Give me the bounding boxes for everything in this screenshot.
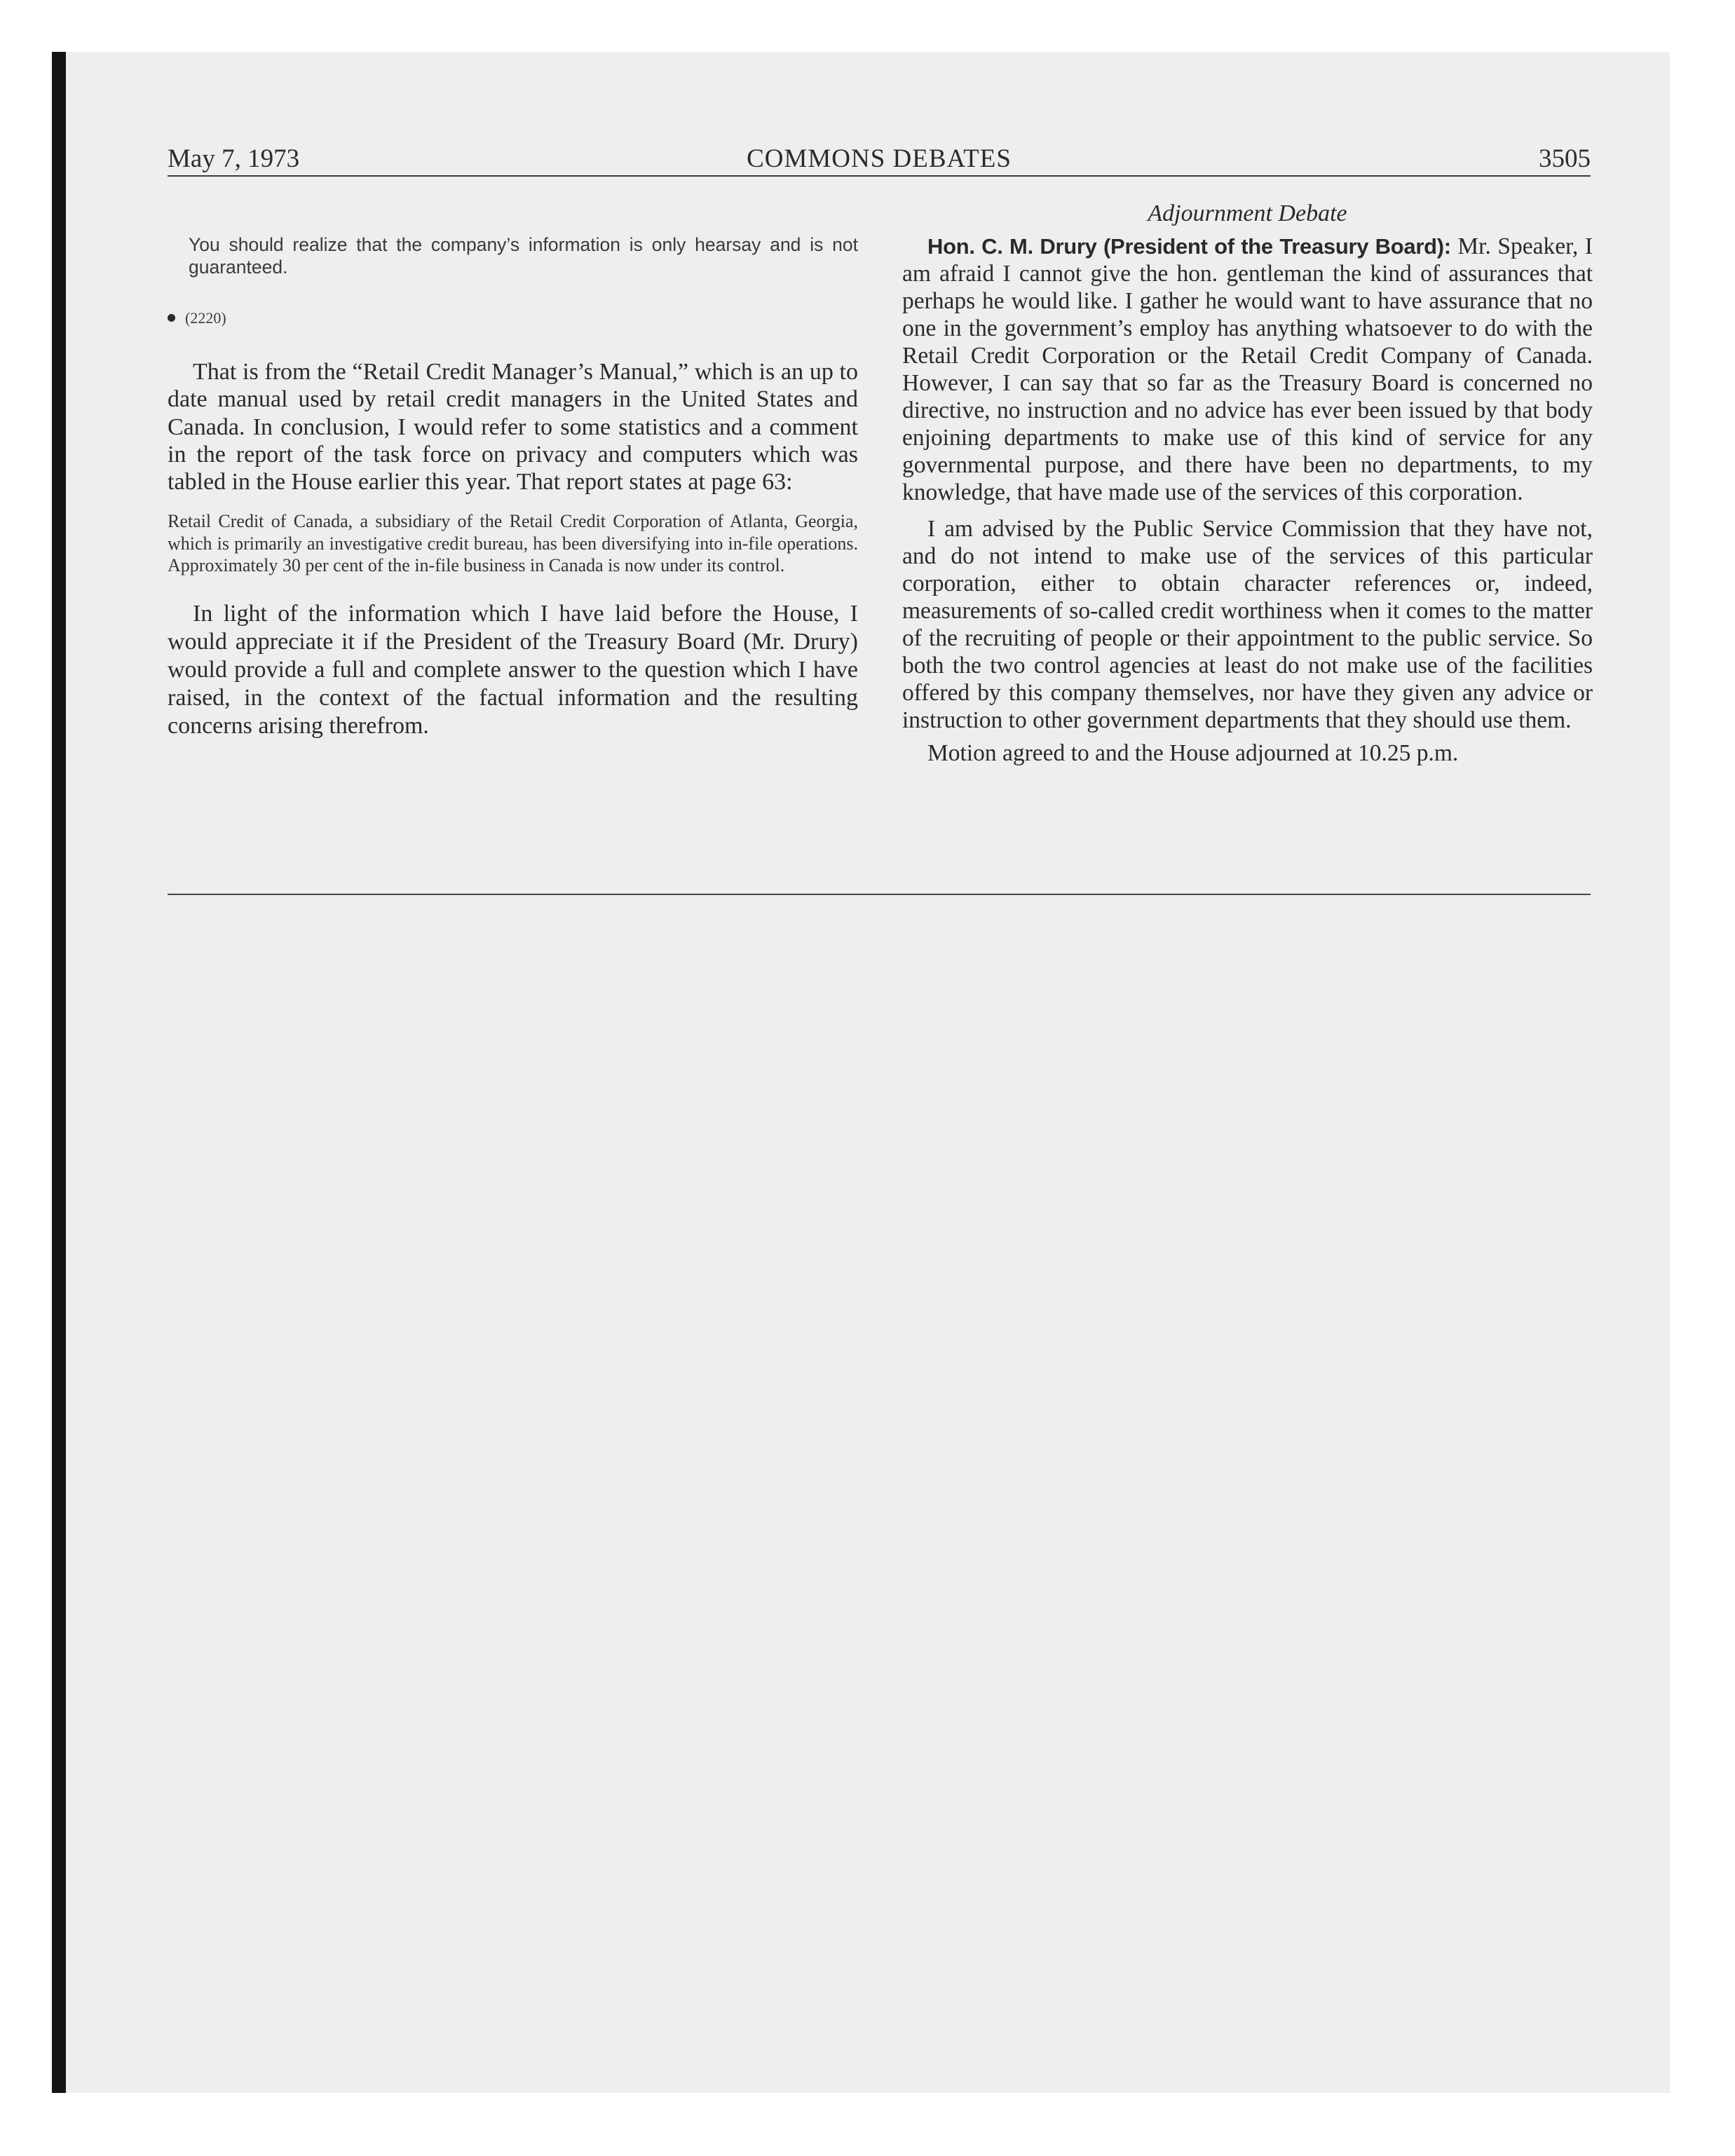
closing-line: Motion agreed to and the House adjourned at 10.25 p.m.: [927, 740, 1459, 766]
speech-continued: I am advised by the Public Service Commission that they have not, and do not intend to make use of the services of this particular corporation, either to obtain character references or, indeed, measurements of so-called credit worthiness when it comes to the matter of the recruiting of people or their appointment to the public service. So both the two control agencies at least do not make use of the facilities offered by this company themselves, nor have they given any advice or instruction to other government departments that they should use them.: [902, 516, 1593, 733]
quote-intro: You should realize that the company’s information is only hearsay and is not guaranteed.: [189, 234, 858, 278]
paragraph-in-light: In light of the information which I have laid before the House, I would appreciate it if the President of the Treasury Board (Mr. Drury) would provide a full and complete answer to the question which I have raised, in the context of the factual information and the resulting concerns arising therefrom.: [168, 600, 858, 739]
time-marker: [168, 308, 858, 329]
header-rule: [168, 175, 1591, 177]
header-title: COMMONS DEBATES: [747, 144, 1012, 173]
speech-text: Mr. Speaker, I am afraid I cannot give the hon. gentleman the kind of assurances that perhaps he would like. I gather he would want to have assurance that no one in the government’s employ has anything whatsoever to do with the Retail Credit Corporation or the Retail Credit Company of Canada. However, I can say that so far as the Treasury Board is concerned no directive, no instruction and no advice has ever been issued by that body enjoining departments to make use of this kind of service for any governmental purpose, and there have been no departments, to my knowledge, that have made use of the services of this corporation.: [902, 233, 1593, 505]
quote-report: Retail Credit of Canada, a subsidiary of the Retail Credit Corporation of Atlanta, Georgia, which is primarily an investigative credit bureau, has been diversifying into in-file operations. Approximately 30 per cent of the in-file business in Canada is now under its control.: [168, 511, 858, 576]
speech-drury: [902, 233, 1593, 506]
section-heading: Adjournment Debate: [1148, 200, 1347, 226]
right-column: [902, 189, 1593, 767]
bullet-icon: [168, 314, 175, 322]
time-marker-text: (2220): [185, 309, 226, 327]
speaker-name: Hon. C. M. Drury (President of the Treasury Board):: [927, 234, 1451, 259]
binding-edge: [52, 52, 66, 2093]
end-rule: [168, 894, 1591, 895]
header-date: May 7, 1973: [168, 144, 300, 173]
header-page-number: 3505: [1539, 144, 1591, 173]
paragraph-manual: That is from the “Retail Credit Manager’s Manual,” which is an up to date manual used by retail credit managers in the United States and Canada. In conclusion, I would refer to some statistics and a comment in the report of the task force on privacy and computers which was tabled in the House earlier this year. That report states at page 63:: [168, 359, 858, 496]
left-column: [168, 189, 858, 740]
running-header: [168, 143, 1591, 175]
